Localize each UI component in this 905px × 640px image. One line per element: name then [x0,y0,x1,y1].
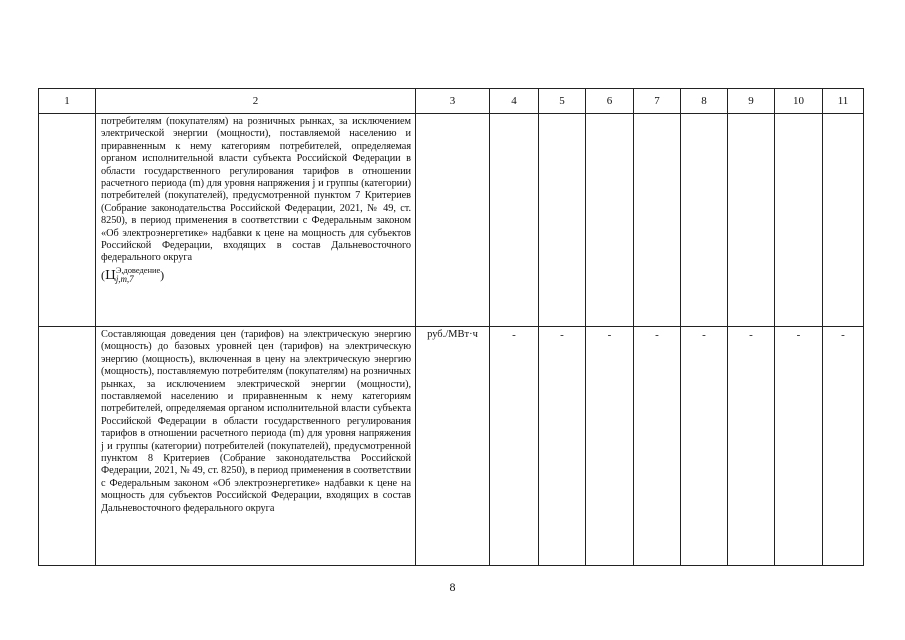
table-row [39,114,864,327]
row2-value-5: - [539,327,586,566]
row2-value-4: - [490,327,539,566]
column-header-4: 4 [490,89,539,114]
row2-value-11: - [823,327,864,566]
row1-cell-9 [728,114,775,327]
formula-subscript: j,m,7 [115,273,134,284]
row1-cell-5 [539,114,586,327]
row1-cell-11 [823,114,864,327]
row1-cell-1 [39,114,96,327]
row1-cell-10 [775,114,823,327]
row1-cell-4 [490,114,539,327]
row1-cell-3 [416,114,490,327]
column-header-8: 8 [681,89,728,114]
formula-open-paren: ( [101,267,105,282]
row2-value-6: - [586,327,634,566]
column-header-7: 7 [634,89,681,114]
column-header-2: 2 [96,89,416,114]
row2-cell-1 [39,327,96,566]
row2-value-9: - [728,327,775,566]
column-header-3: 3 [416,89,490,114]
column-header-6: 6 [586,89,634,114]
table-header-row [39,89,864,114]
row1-description-cell [96,114,416,327]
column-header-5: 5 [539,89,586,114]
column-header-9: 9 [728,89,775,114]
formula-close-paren: ) [160,267,165,282]
row1-cell-7 [634,114,681,327]
row2-description: Составляющая доведения цен (тарифов) на электрическую энергию (мощность) до базовых уровней цен (тарифов) на электрическую энергию (мощность), включенная в цену на электрическую энергию (мощность), поставляемую потребителям (покупателям) на розничных рынках, за исключением электрической энергии (мощности), поставляемой населению и приравненным к нему категориям потребителей, определяемая органом исполнительной власти субъекта Российской Федерации в области государственного регулирования тарифов в отношении расчетного периода (m) для уровня напряжения j и группы (категории) потребителей (покупателей), предусмотренной пунктом 8 Критериев (Собрание законодательства Российской Федерации, 2021, № 49, ст. 8250), в период применения в соответствии с Федеральным законом «Об электроэнергетике» надбавки к цене на мощность для субъектов Российской Федерации, входящих в состав Дальневосточного федерального округа [101,329,411,514]
row1-cell-8 [681,114,728,327]
row2-description-cell [96,327,416,566]
column-header-11: 11 [823,89,864,114]
row1-formula [101,266,164,284]
formula-superscript: Э,доведение [115,264,161,275]
row2-value-7: - [634,327,681,566]
row2-value-8: - [681,327,728,566]
row2-value-10: - [775,327,823,566]
tariff-table [38,88,864,566]
column-header-10: 10 [775,89,823,114]
row1-description: потребителям (покупателям) на розничных рынках, за исключением электрической энергии (мощности), поставляемой населению и приравненным к нему категориям потребителей, определяемая органом исполнительной власти субъекта Российской Федерации в области государственного регулирования тарифов в отношении расчетного периода (m) для уровня напряжения j и группы (категории) потребителей (покупателей), предусмотренной пунктом 7 Критериев (Собрание законодательства Российской Федерации, 2021, № 49, ст. 8250), в период применения в соответствии с Федеральным законом «Об электроэнергетике» надбавки к цене на мощность для субъектов Российской Федерации, входящих в состав Дальневосточного федерального округа [101,116,411,264]
row1-cell-6 [586,114,634,327]
row2-unit: руб./МВт·ч [416,327,490,566]
page-number: 8 [449,580,456,594]
formula-symbol: Ц [104,266,116,282]
table-row [39,327,864,566]
column-header-1: 1 [39,89,96,114]
